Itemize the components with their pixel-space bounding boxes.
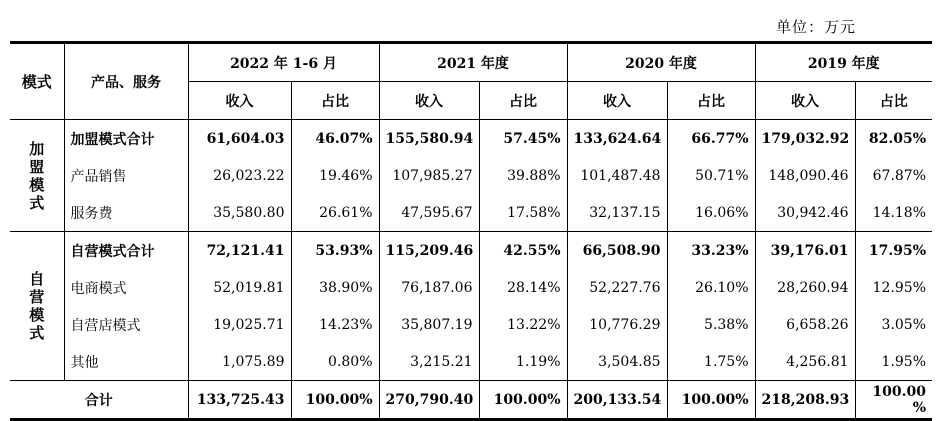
header-income: 收入 — [379, 82, 479, 120]
table-cell: 39,176.01 — [755, 232, 855, 270]
row-label: 产品销售 — [64, 157, 188, 194]
table-row — [10, 232, 932, 270]
table-cell: 19.46% — [291, 157, 379, 194]
row-label: 加盟模式合计 — [64, 120, 188, 158]
table-cell: 3.05% — [855, 306, 932, 343]
mode-label: 自 营 模 式 — [10, 232, 64, 381]
mode-label: 加 盟 模 式 — [10, 120, 64, 232]
table-cell: 57.45% — [479, 120, 567, 158]
header-period: 2020 年度 — [567, 43, 755, 82]
table-cell: 26.10% — [667, 269, 755, 306]
table-cell: 4,256.81 — [755, 343, 855, 381]
table-row — [10, 306, 932, 343]
table-cell: 53.93% — [291, 232, 379, 270]
unit-label: 单位：万元 — [775, 18, 856, 36]
table-cell: 76,187.06 — [379, 269, 479, 306]
header-mode: 模式 — [10, 43, 64, 120]
table-cell: 14.23% — [291, 306, 379, 343]
header-share: 占比 — [855, 82, 932, 120]
header-product: 产品、服务 — [64, 43, 188, 120]
table-cell: 28,260.94 — [755, 269, 855, 306]
table-cell: 38.90% — [291, 269, 379, 306]
table-cell: 35,807.19 — [379, 306, 479, 343]
table-cell: 12.95% — [855, 269, 932, 306]
table-cell: 179,032.92 — [755, 120, 855, 158]
total-cell: 100.00% — [667, 381, 755, 420]
table-cell: 14.18% — [855, 194, 932, 232]
table-cell: 107,985.27 — [379, 157, 479, 194]
table-cell: 39.88% — [479, 157, 567, 194]
total-cell: 270,790.40 — [379, 381, 479, 420]
header-share: 占比 — [667, 82, 755, 120]
row-label: 电商模式 — [64, 269, 188, 306]
header-share: 占比 — [291, 82, 379, 120]
table-cell: 61,604.03 — [188, 120, 291, 158]
table-cell: 115,209.46 — [379, 232, 479, 270]
total-cell: 218,208.93 — [755, 381, 855, 420]
table-cell: 6,658.26 — [755, 306, 855, 343]
table-cell: 1.19% — [479, 343, 567, 381]
table-cell: 1.75% — [667, 343, 755, 381]
table-cell: 28.14% — [479, 269, 567, 306]
total-cell: 100.00% — [479, 381, 567, 420]
header-income: 收入 — [188, 82, 291, 120]
table-row — [10, 194, 932, 232]
table-row — [10, 120, 932, 158]
revenue-table — [10, 41, 932, 421]
header-income: 收入 — [755, 82, 855, 120]
table-row — [10, 269, 932, 306]
table-cell: 17.58% — [479, 194, 567, 232]
table-cell: 5.38% — [667, 306, 755, 343]
table-cell: 66.77% — [667, 120, 755, 158]
table-cell: 82.05% — [855, 120, 932, 158]
header-period: 2022 年 1-6 月 — [188, 43, 379, 82]
table-cell: 35,580.80 — [188, 194, 291, 232]
row-label: 服务费 — [64, 194, 188, 232]
table-cell: 50.71% — [667, 157, 755, 194]
row-label: 自营模式合计 — [64, 232, 188, 270]
table-cell: 42.55% — [479, 232, 567, 270]
table-cell: 47,595.67 — [379, 194, 479, 232]
header-share: 占比 — [479, 82, 567, 120]
table-cell: 66,508.90 — [567, 232, 667, 270]
table-cell: 148,090.46 — [755, 157, 855, 194]
table-cell: 32,137.15 — [567, 194, 667, 232]
table-cell: 1.95% — [855, 343, 932, 381]
table-cell: 0.80% — [291, 343, 379, 381]
table-cell: 1,075.89 — [188, 343, 291, 381]
table-cell: 52,227.76 — [567, 269, 667, 306]
total-cell-share: 100.00 % — [855, 381, 932, 420]
total-cell: 100.00% — [291, 381, 379, 420]
table-cell: 17.95% — [855, 232, 932, 270]
total-cell: 200,133.54 — [567, 381, 667, 420]
table-cell: 46.07% — [291, 120, 379, 158]
header-period: 2019 年度 — [755, 43, 932, 82]
table-cell: 52,019.81 — [188, 269, 291, 306]
table-cell: 26,023.22 — [188, 157, 291, 194]
header-period: 2021 年度 — [379, 43, 567, 82]
table-cell: 19,025.71 — [188, 306, 291, 343]
table-cell: 155,580.94 — [379, 120, 479, 158]
table-cell: 10,776.29 — [567, 306, 667, 343]
table-row — [10, 157, 932, 194]
table-cell: 3,504.85 — [567, 343, 667, 381]
table-cell: 30,942.46 — [755, 194, 855, 232]
table-cell: 72,121.41 — [188, 232, 291, 270]
total-row — [10, 381, 932, 420]
table-cell: 101,487.48 — [567, 157, 667, 194]
table-cell: 13.22% — [479, 306, 567, 343]
row-label: 自营店模式 — [64, 306, 188, 343]
row-label: 其他 — [64, 343, 188, 381]
header-income: 收入 — [567, 82, 667, 120]
table-row — [10, 343, 932, 381]
table-cell: 67.87% — [855, 157, 932, 194]
table-cell: 133,624.64 — [567, 120, 667, 158]
table-cell: 16.06% — [667, 194, 755, 232]
table-cell: 33.23% — [667, 232, 755, 270]
table-cell: 26.61% — [291, 194, 379, 232]
total-label: 合计 — [10, 381, 188, 420]
total-cell: 133,725.43 — [188, 381, 291, 420]
table-cell: 3,215.21 — [379, 343, 479, 381]
